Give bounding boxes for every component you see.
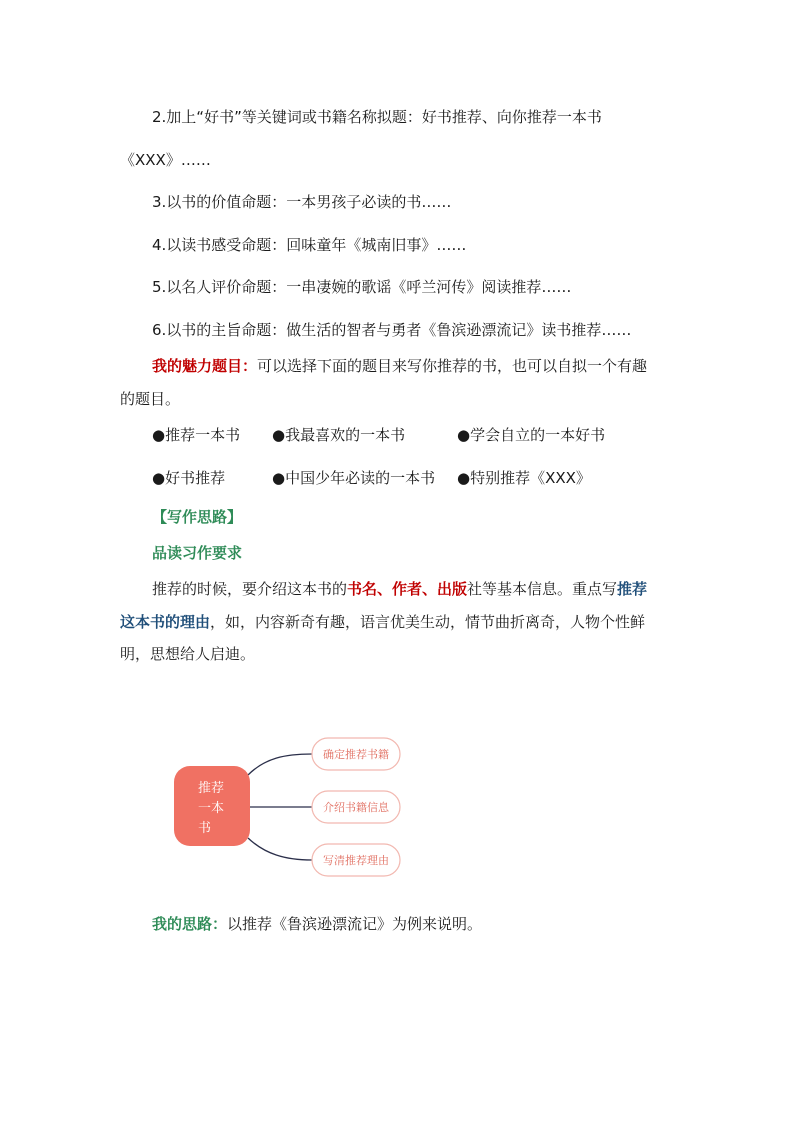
branch-text-2: 介绍书籍信息: [323, 801, 389, 814]
method-4: 4.以读书感受命题：回味童年《城南旧事》……: [152, 236, 467, 254]
mindmap-diagram: [160, 730, 410, 890]
method-3: 3.以书的价值命题：一本男孩子必读的书……: [152, 193, 452, 211]
center-text-3: 书: [198, 821, 212, 836]
option-item: ●推荐一本书: [152, 426, 241, 444]
writing-paragraph-line1: [152, 578, 647, 600]
my-idea-label: 我的思路：: [152, 915, 228, 933]
para-text: 社等基本信息。重点写: [467, 580, 618, 598]
writing-paragraph-line3: 明，思想给人启迪。: [120, 645, 256, 663]
method-2-line2: 《XXX》……: [120, 151, 211, 169]
para-highlight-reason-b: 这本书的理由: [120, 613, 211, 631]
option-item: ●我最喜欢的一本书: [272, 426, 406, 444]
para-highlight-reason-a: 推荐: [617, 580, 648, 598]
charm-text-1: 可以选择下面的题目来写你推荐的书，也可以自拟一个有趣: [257, 357, 648, 375]
options-row-1: [152, 424, 672, 446]
option-item: ●好书推荐: [152, 469, 226, 487]
writing-idea-subheading: 品读习作要求: [152, 544, 243, 562]
connector-bottom: [248, 838, 312, 860]
branch-text-3: 写清推荐理由: [323, 854, 389, 867]
options-row-2: [152, 467, 672, 489]
option-item: ●特别推荐《XXX》: [457, 469, 591, 487]
branch-text-1: 确定推荐书籍: [323, 748, 389, 761]
method-6: 6.以书的主旨命题：做生活的智者与勇者《鲁滨逊漂流记》读书推荐……: [152, 321, 632, 339]
connector-top: [248, 754, 312, 775]
charm-line1: [152, 355, 647, 377]
my-idea-line: [152, 913, 482, 935]
writing-idea-heading: 【写作思路】: [152, 508, 243, 526]
para-highlight-basic-info: 书名、作者、出版: [347, 580, 468, 598]
charm-line2: 的题目。: [120, 390, 181, 408]
option-item: ●中国少年必读的一本书: [272, 469, 436, 487]
charm-label: 我的魅力题目：: [152, 357, 258, 375]
method-2-line1: 2.加上“好书”等关键词或书籍名称拟题：好书推荐、向你推荐一本书: [152, 108, 602, 126]
method-5: 5.以名人评价命题：一串凄婉的歌谣《呼兰河传》阅读推荐……: [152, 278, 572, 296]
center-text-1: 推荐: [198, 781, 225, 796]
option-item: ●学会自立的一本好书: [457, 426, 606, 444]
my-idea-text: 以推荐《鲁滨逊漂流记》为例来说明。: [227, 915, 483, 933]
center-text-2: 一本: [198, 801, 225, 816]
writing-paragraph-line2: [120, 611, 645, 633]
para-text: 推荐的时候，要介绍这本书的: [152, 580, 348, 598]
para-text: ，如，内容新奇有趣，语言优美生动，情节曲折离奇，人物个性鲜: [210, 613, 646, 631]
